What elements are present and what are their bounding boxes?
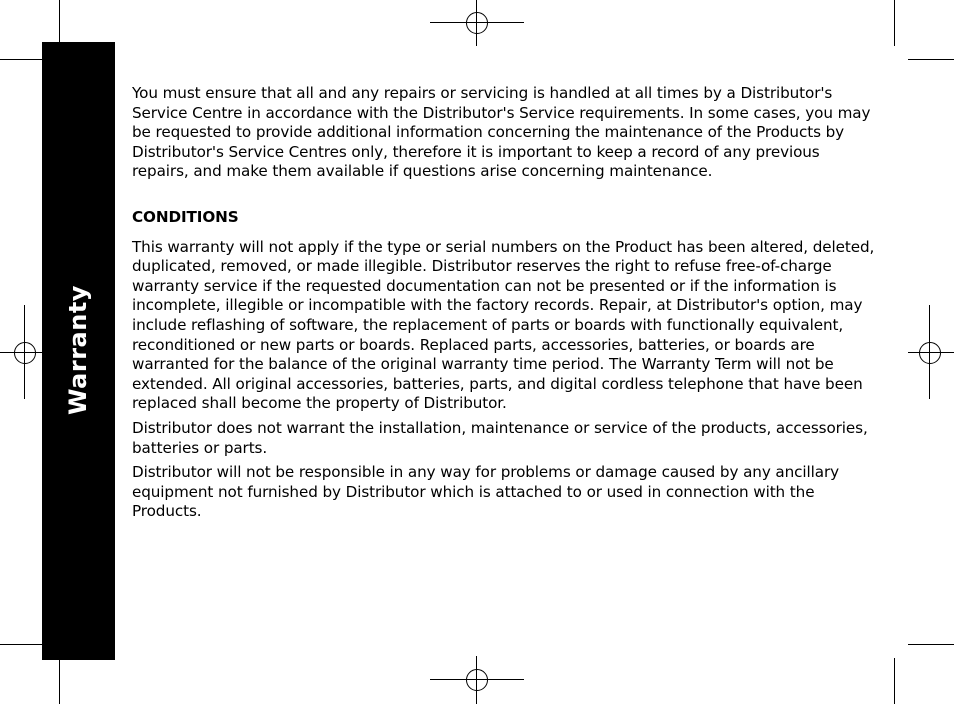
crop-mark-bottom-left-vertical — [59, 658, 60, 704]
section-heading: CONDITIONS — [132, 207, 239, 226]
crop-mark-bottom-right-horizontal — [908, 644, 954, 645]
registration-mark-left-circle — [14, 342, 36, 364]
conditions-paragraph-1: This warranty will not apply if the type or serial numbers on the Product has been altered, deleted, duplicated, removed, or made illegible. Distributor reserves the right to refuse free-of-charge warranty service if the requested documentation can not be presented or if the information is incomplete, illegible or incompatible with the factory records. Repair, at Distributor's option, may include reflashing of software, the replacement of parts or boards with functionally equivalent, reconditioned or new parts or boards. Replaced parts, accessories, batteries, or boards are warranted for the balance of the original warranty time period. The Warranty Term will not be extended. All original accessories, batteries, parts, and digital cordless telephone that have been replaced shall become the property of Distributor. — [132, 237, 875, 413]
crop-mark-top-right-horizontal — [908, 59, 954, 60]
registration-mark-top-circle — [466, 12, 488, 34]
crop-mark-bottom-left-horizontal — [0, 644, 46, 645]
registration-mark-bottom-circle — [466, 669, 488, 691]
section-tab-label: Warranty — [64, 285, 92, 415]
document-body — [132, 84, 877, 527]
crop-mark-top-left-vertical — [59, 0, 60, 46]
conditions-paragraph-2: Distributor does not warrant the installation, maintenance or service of the products, accessories, batteries or parts. — [132, 418, 868, 457]
crop-mark-top-left-horizontal — [0, 59, 46, 60]
conditions-paragraph-3: Distributor will not be responsible in any way for problems or damage caused by any ancillary equipment not furnished by Distributor which is attached to or used in connection with the Products. — [132, 463, 840, 521]
intro-paragraph: You must ensure that all and any repairs or servicing is handled at all times by a Distributor's Service Centre in accordance with the Distributor's Service requirements. In some cases, you may be requested to provide additional information concerning the maintenance of the Products by Distributor's Service Centres only, therefore it is important to keep a record of any previous repairs, and make them available if questions arise concerning maintenance. — [132, 84, 871, 181]
crop-mark-top-right-vertical — [894, 0, 895, 46]
registration-mark-right-circle — [919, 342, 941, 364]
crop-mark-bottom-right-vertical — [894, 658, 895, 704]
